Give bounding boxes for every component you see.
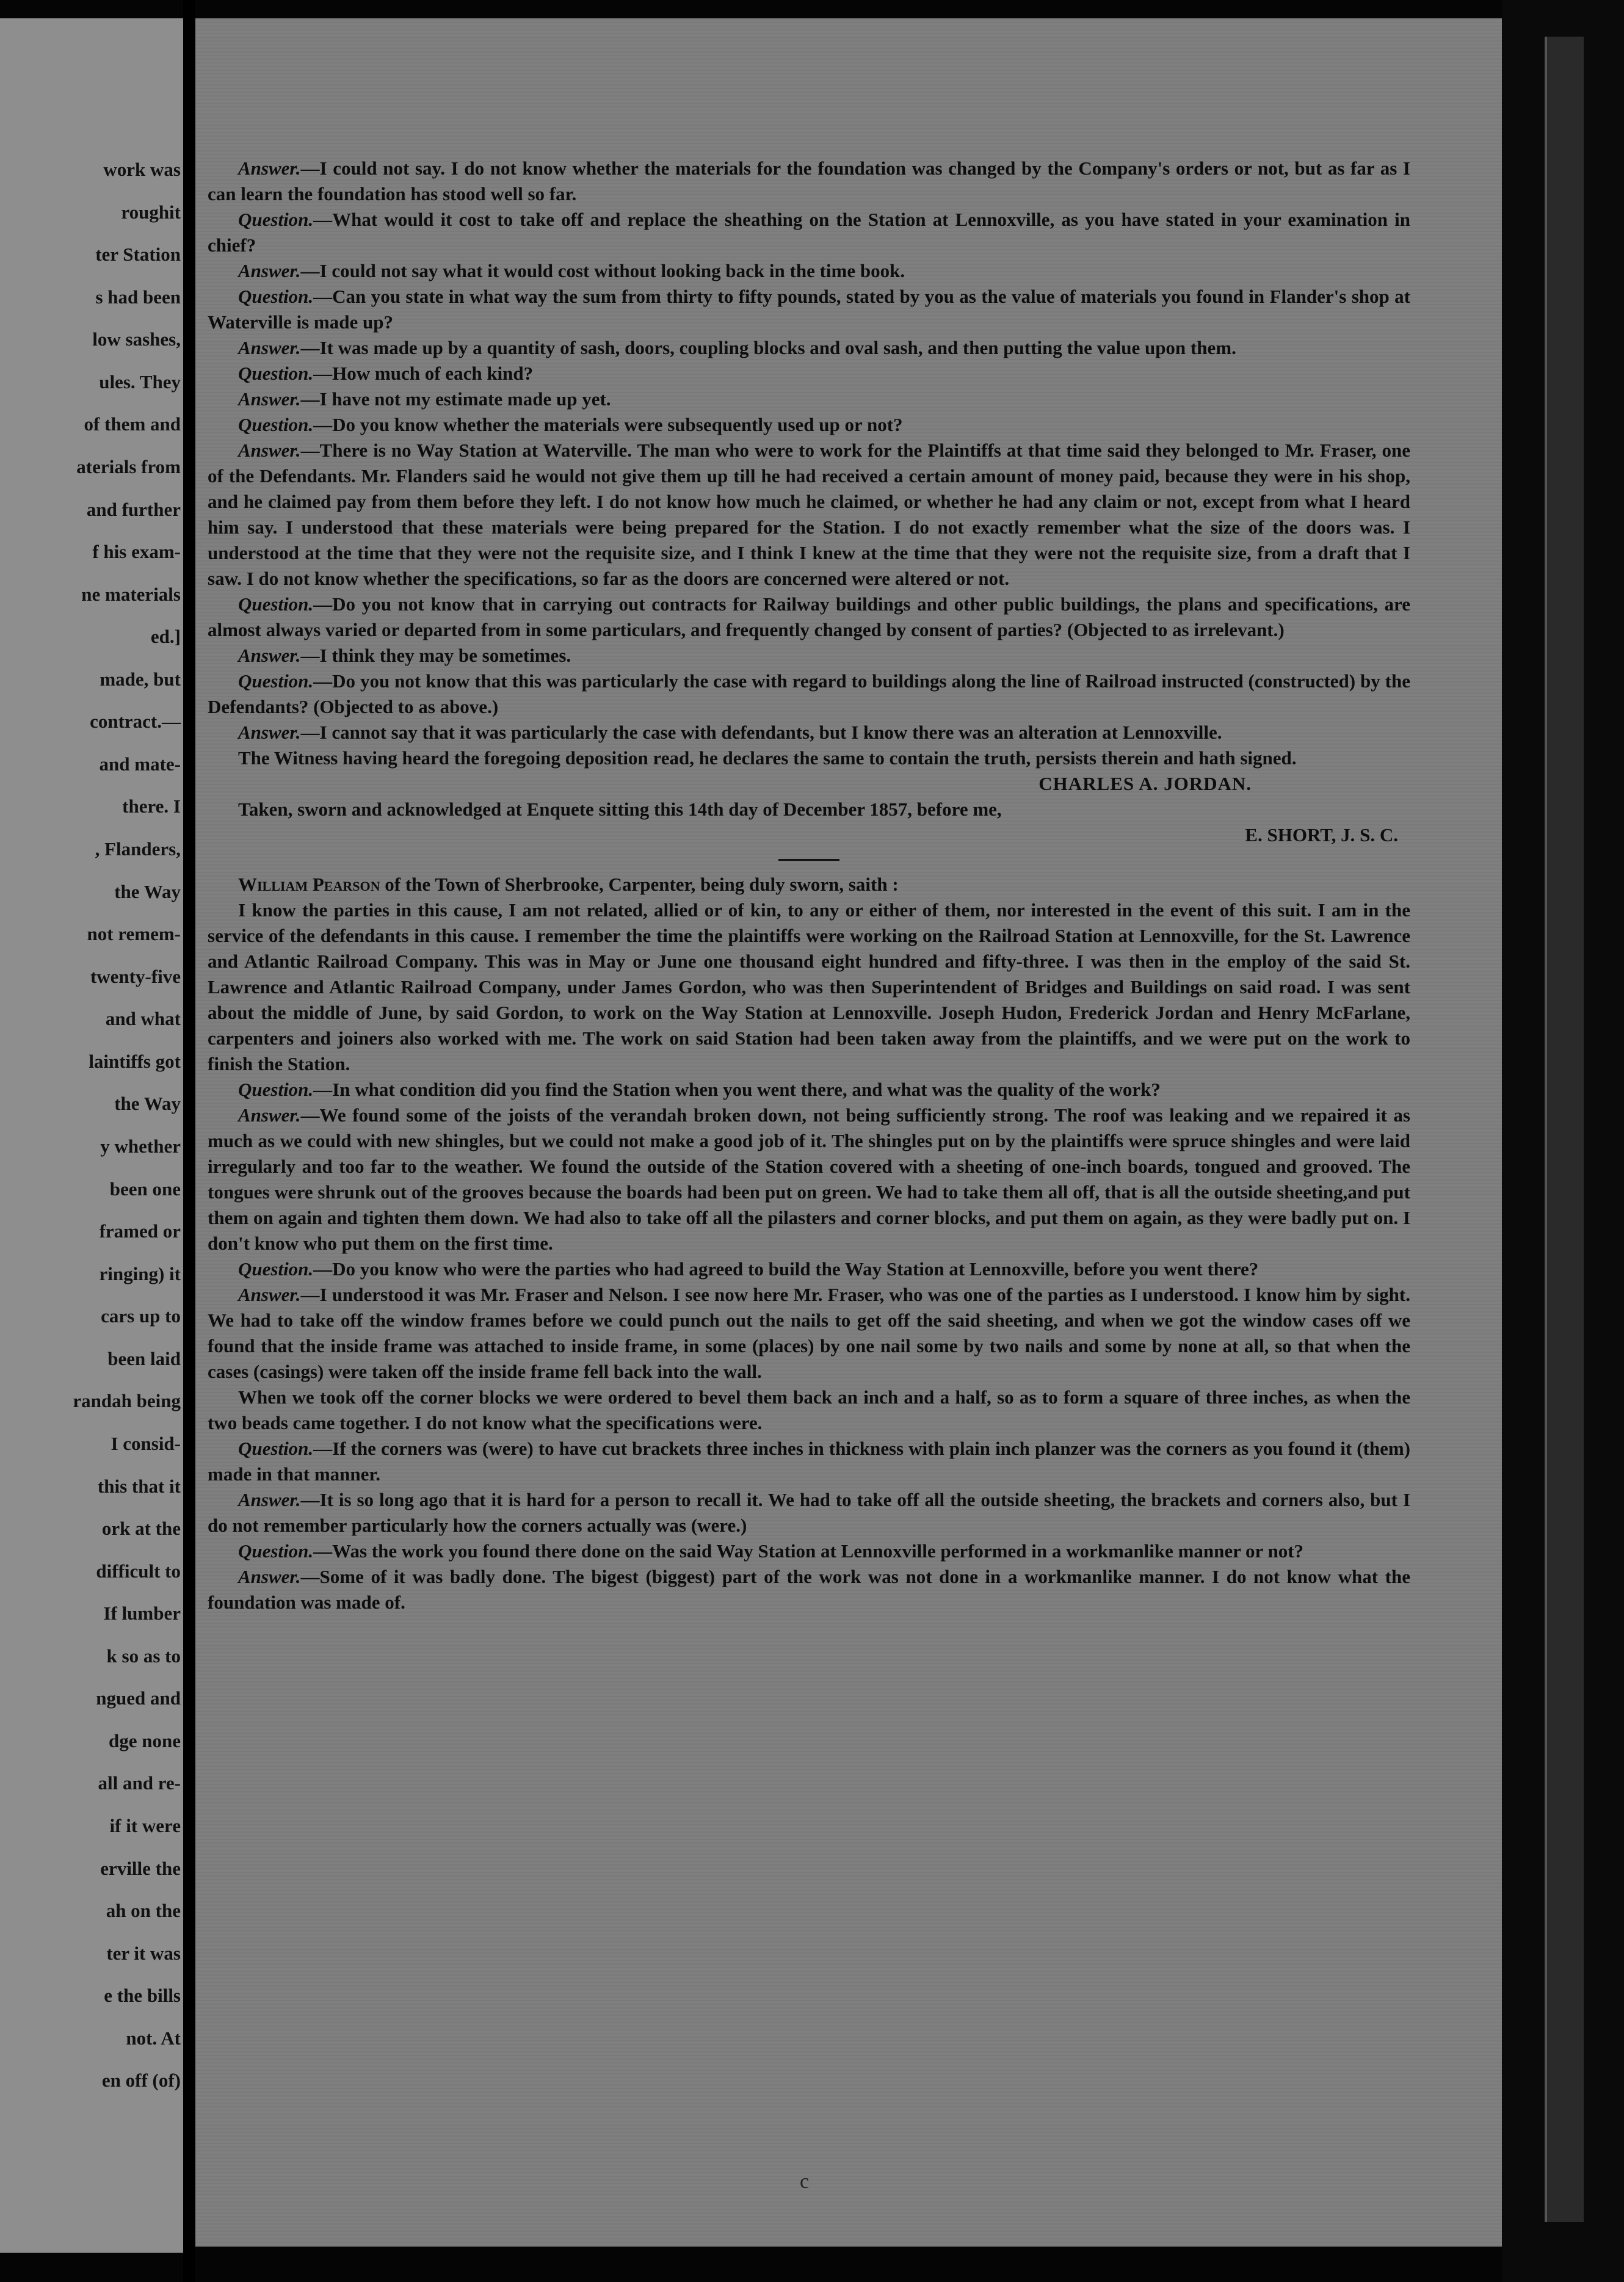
paragraph-text: —What would it cost to take off and replace the sheathing on the Station at Lennoxville, as you have stated in your examination in chief? [208,209,1410,256]
facing-page-line: ed.] [150,626,181,648]
facing-page-line: the Way [114,1093,181,1115]
paragraph-text: —Can you state in what way the sum from thirty to fifty pounds, stated by you as the value of materials you found in Flander's shop at Waterville is made up? [208,286,1410,333]
page-mark: c [800,2170,810,2193]
page-gutter [183,0,195,2282]
paragraph-text: —I cannot say that it was particularly the case with defendants, but I know there was an alteration at Lennoxville. [300,722,1222,743]
facing-page-line: made, but [100,668,181,690]
paragraph-label: Answer. [238,1566,301,1587]
question-paragraph [208,207,1410,258]
facing-page-line: ne materials [81,583,181,605]
question-paragraph [208,1256,1410,1282]
paragraph-label: Answer. [238,1489,301,1510]
question-paragraph [208,284,1410,335]
facing-page-line: ter it was [106,1942,181,1964]
facing-page-line: f his exam- [92,541,181,563]
facing-page-fragment [0,18,185,2253]
facing-page-line: randah being [73,1390,181,1412]
facing-page-line: work was [103,159,181,180]
answer-paragraph [208,1564,1410,1615]
question-paragraph [208,668,1410,720]
binding-strip [1545,37,1584,2222]
paragraph-label: Question. [238,209,314,230]
text-paragraph [208,1385,1410,1436]
facing-page-line: ork at the [101,1518,181,1540]
facing-page-line: ngued and [96,1687,181,1709]
paragraph-text: —I think they may be sometimes. [300,645,571,666]
paragraph-text: —Do you not know that this was particularly the case with regard to buildings along the line of Railroad instructed (constructed) by the Defendants? (Objected to as above.) [208,670,1410,717]
paragraph-label: Question. [238,1258,314,1280]
judge-signature: E. SHORT, J. S. C. [1245,824,1398,846]
facing-page-line: difficult to [96,1560,181,1582]
paragraph-text: I know the parties in this cause, I am not related, allied or of kin, to any or either of them, nor interested in the event of this suit. I am in the service of the defendants in this cause. I remember the time the plaintiffs were working on the Railroad Station at Lennoxville, for the St. Lawrence and Atlantic Railroad Company. This was in May or June one thousand eight hundred and fifty-three. I was then in the employ of the said St. Lawrence and Atlantic Railroad Company, under James Gordon, who was then Superintendent of Bridges and Buildings on said road. I was sent about the middle of June, by said Gordon, to work on the Way Station at Lennoxville. Joseph Hudon, Frederick Jordan and Henry McFarlane, carpenters and joiners also worked with me. The work on said Station had been taken away from the plaintiffs, and we were put on the work to finish the Station. [208,899,1410,1074]
paragraph-label: Answer. [238,158,301,179]
question-paragraph [208,1436,1410,1487]
paragraph-label: Answer. [238,388,301,410]
witness-intro [208,872,1410,897]
paragraph-text: —In what condition did you find the Station when you went there, and what was the quality of the work? [313,1079,1161,1100]
paragraph-label: Question. [238,414,314,435]
paragraph-label: Question. [238,670,314,692]
paragraph-text: —How much of each kind? [313,363,534,384]
question-paragraph [208,592,1410,643]
paragraph-text: —I could not say. I do not know whether the materials for the foundation was changed by the Company's orders or not, but as far as I can learn the foundation has stood well so far. [208,158,1410,205]
facing-page-line: not remem- [87,923,181,945]
paragraph-label: Question. [238,1438,314,1459]
paragraph-text: The Witness having heard the foregoing deposition read, he declares the same to contain the truth, persists therein and hath signed. [238,747,1297,769]
facing-page-line: laintiffs got [89,1050,181,1072]
facing-page-line: , Flanders, [95,838,181,860]
facing-page-line: I consid- [111,1432,181,1454]
paragraph-text: —Was the work you found there done on the said Way Station at Lennoxville performed in a workmanlike manner or not? [313,1540,1304,1562]
facing-page-line: if it were [109,1815,181,1837]
facing-page-line: ter Station [95,244,181,266]
paragraph-text: —Do you not know that in carrying out contracts for Railway buildings and other public buildings, the plans and specifications, are almost always varied or departed from in some particulars, and frequently changed by consent of parties? (Objected to as irrelevant.) [208,593,1410,640]
paragraph-label: Answer. [238,260,301,281]
facing-page-line: there. I [122,795,181,817]
paragraph-text: When we took off the corner blocks we were ordered to bevel them back an inch and a half, so as to form a square of three inches, as when the two beads came together. I do not know what the specifications were. [208,1386,1410,1433]
answer-paragraph [208,720,1410,745]
answer-paragraph [208,1282,1410,1385]
section-divider [778,859,839,861]
witness-intro-text: of the Town of Sherbrooke, Carpenter, being duly sworn, saith : [380,874,899,895]
facing-page-line: cars up to [101,1305,181,1327]
answer-paragraph [208,258,1410,284]
pearson-deposition [208,897,1410,1615]
paragraph-text: —I understood it was Mr. Fraser and Nelson. I see now here Mr. Fraser, who was one of the parties as I understood. I know him by sight. We had to take off the window frames before we could punch out the nails to get off the said sheeting, and when we got the window cases off we found that the inside frame was attached to inside frame, in some (places) by one nail some by two nails and some by none at all, so that when the cases (casings) were taken off the inside frame fell back into the wall. [208,1284,1410,1382]
answer-paragraph [208,386,1410,412]
facing-page-line: y whether [100,1136,181,1157]
facing-page-line: roughit [121,201,181,223]
paragraph-text: —It is so long ago that it is hard for a person to recall it. We had to take off all the outside sheeting, the brackets and corners also, but I do not remember particularly how the corners actually was (were.) [208,1489,1410,1536]
paragraph-text: —I could not say what it would cost without looking back in the time book. [300,260,905,281]
paragraph-text: —Do you know who were the parties who had agreed to build the Way Station at Lennoxville, before you went there? [313,1258,1259,1280]
jordan-deposition [208,156,1410,771]
paragraph-label: Answer. [238,1284,301,1305]
facing-page-line: of them and [84,413,181,435]
facing-page-line: k so as to [106,1645,181,1667]
signature-jordan: CHARLES A. JORDAN. [1039,773,1252,794]
paragraph-text: —If the corners was (were) to have cut brackets three inches in thickness with plain inch planzer was the corners as you found it (them) made in that manner. [208,1438,1410,1485]
paragraph-label: Answer. [238,722,301,743]
facing-page-line: dge none [109,1730,181,1751]
paragraph-text: —Some of it was badly done. The bigest (biggest) part of the work was not done in a workmanlike manner. I do not know what the foundation was made of. [208,1566,1410,1613]
facing-page-line: low sashes, [92,328,181,350]
attestation-line: Taken, sworn and acknowledged at Enquete sitting this 14th day of December 1857, before me, [238,799,1002,820]
facing-page-line: and mate- [99,753,181,775]
paragraph-label: Answer. [238,1104,301,1126]
paragraph-label: Question. [238,1540,314,1562]
paragraph-label: Answer. [238,645,301,666]
paragraph-label: Answer. [238,337,301,358]
answer-paragraph [208,643,1410,668]
text-paragraph [208,897,1410,1077]
facing-page-line: s had been [95,286,181,308]
paragraph-text: —We found some of the joists of the verandah broken down, not being sufficiently strong. The roof was leaking and we repaired it as much as we could with new shingles, but we could not make a good job of it. The shingles put on by the plaintiffs were spruce shingles and were laid irregularly and too far to the weather. We found the outside of the Station covered with a sheeting of one-inch boards, tongued and grooved. The tongues were shrunk out of the grooves because the boards had been put on green. We had to take them all off, that is all the outside sheeting,and put them on again and tighten them down. We had also to take off all the pilasters and corner blocks, and put them on again, as they were badly put on. I don't know who put them on the first time. [208,1104,1410,1254]
facing-page-line: and what [105,1008,181,1030]
question-paragraph [208,412,1410,438]
facing-page-line: this that it [97,1475,181,1497]
question-paragraph [208,1538,1410,1564]
paragraph-label: Question. [238,363,314,384]
answer-paragraph [208,438,1410,592]
witness-name: William Pearson [238,874,380,895]
answer-paragraph [208,335,1410,361]
facing-page-line: contract.— [90,711,181,733]
facing-page-line: e the bills [104,1985,181,2007]
facing-page-line: twenty-five [90,965,181,987]
facing-page-line: en off (of) [101,2070,181,2092]
paragraph-label: Question. [238,593,314,615]
facing-page-line: the Way [114,880,181,902]
paragraph-text: —I have not my estimate made up yet. [300,388,611,410]
deposition-text [208,156,1410,1615]
text-paragraph [208,745,1410,771]
paragraph-text: —It was made up by a quantity of sash, doors, coupling blocks and oval sash, and then putting the value upon them. [300,337,1236,358]
facing-page-line: ah on the [106,1900,181,1922]
facing-page-line: all and re- [98,1772,181,1794]
answer-paragraph [208,156,1410,207]
facing-page-line: aterials from [76,455,181,477]
paragraph-text: —There is no Way Station at Waterville. The man who were to work for the Plaintiffs at that time said they belonged to Mr. Fraser, one of the Defendants. Mr. Flanders said he would not give them up till he had received a certain amount of money paid, because they were in his shop, and he claimed pay from them before they left. I do not know how much he claimed, or whether he had any claim or not, except from what I heard him say. I understood that these materials were being prepared for the Station. I do not exactly remember what the size of the doors was. I understood at the time that they were not the requisite size, and I think I knew at the time that they were not the requisite size, from a draft that I saw. I do not know whether the specifications, so far as the doors are concerned were altered or not. [208,440,1410,589]
question-paragraph [208,361,1410,386]
facing-page-line: not. At [126,2027,181,2049]
answer-paragraph [208,1487,1410,1538]
facing-page-line: ules. They [99,371,181,393]
paragraph-label: Answer. [238,440,301,461]
paragraph-text: —Do you know whether the materials were subsequently used up or not? [313,414,903,435]
paragraph-label: Question. [238,1079,314,1100]
facing-page-line: erville the [100,1857,181,1879]
facing-page-line: If lumber [103,1603,181,1625]
answer-paragraph [208,1103,1410,1256]
facing-page-line: ringing) it [99,1262,181,1284]
page-edge [1502,0,1624,2282]
paragraph-label: Question. [238,286,314,307]
facing-page-line: and further [86,498,181,520]
facing-page-line: framed or [99,1220,181,1242]
question-paragraph [208,1077,1410,1103]
facing-page-line: been one [109,1178,181,1200]
facing-page-line: been laid [107,1347,181,1369]
